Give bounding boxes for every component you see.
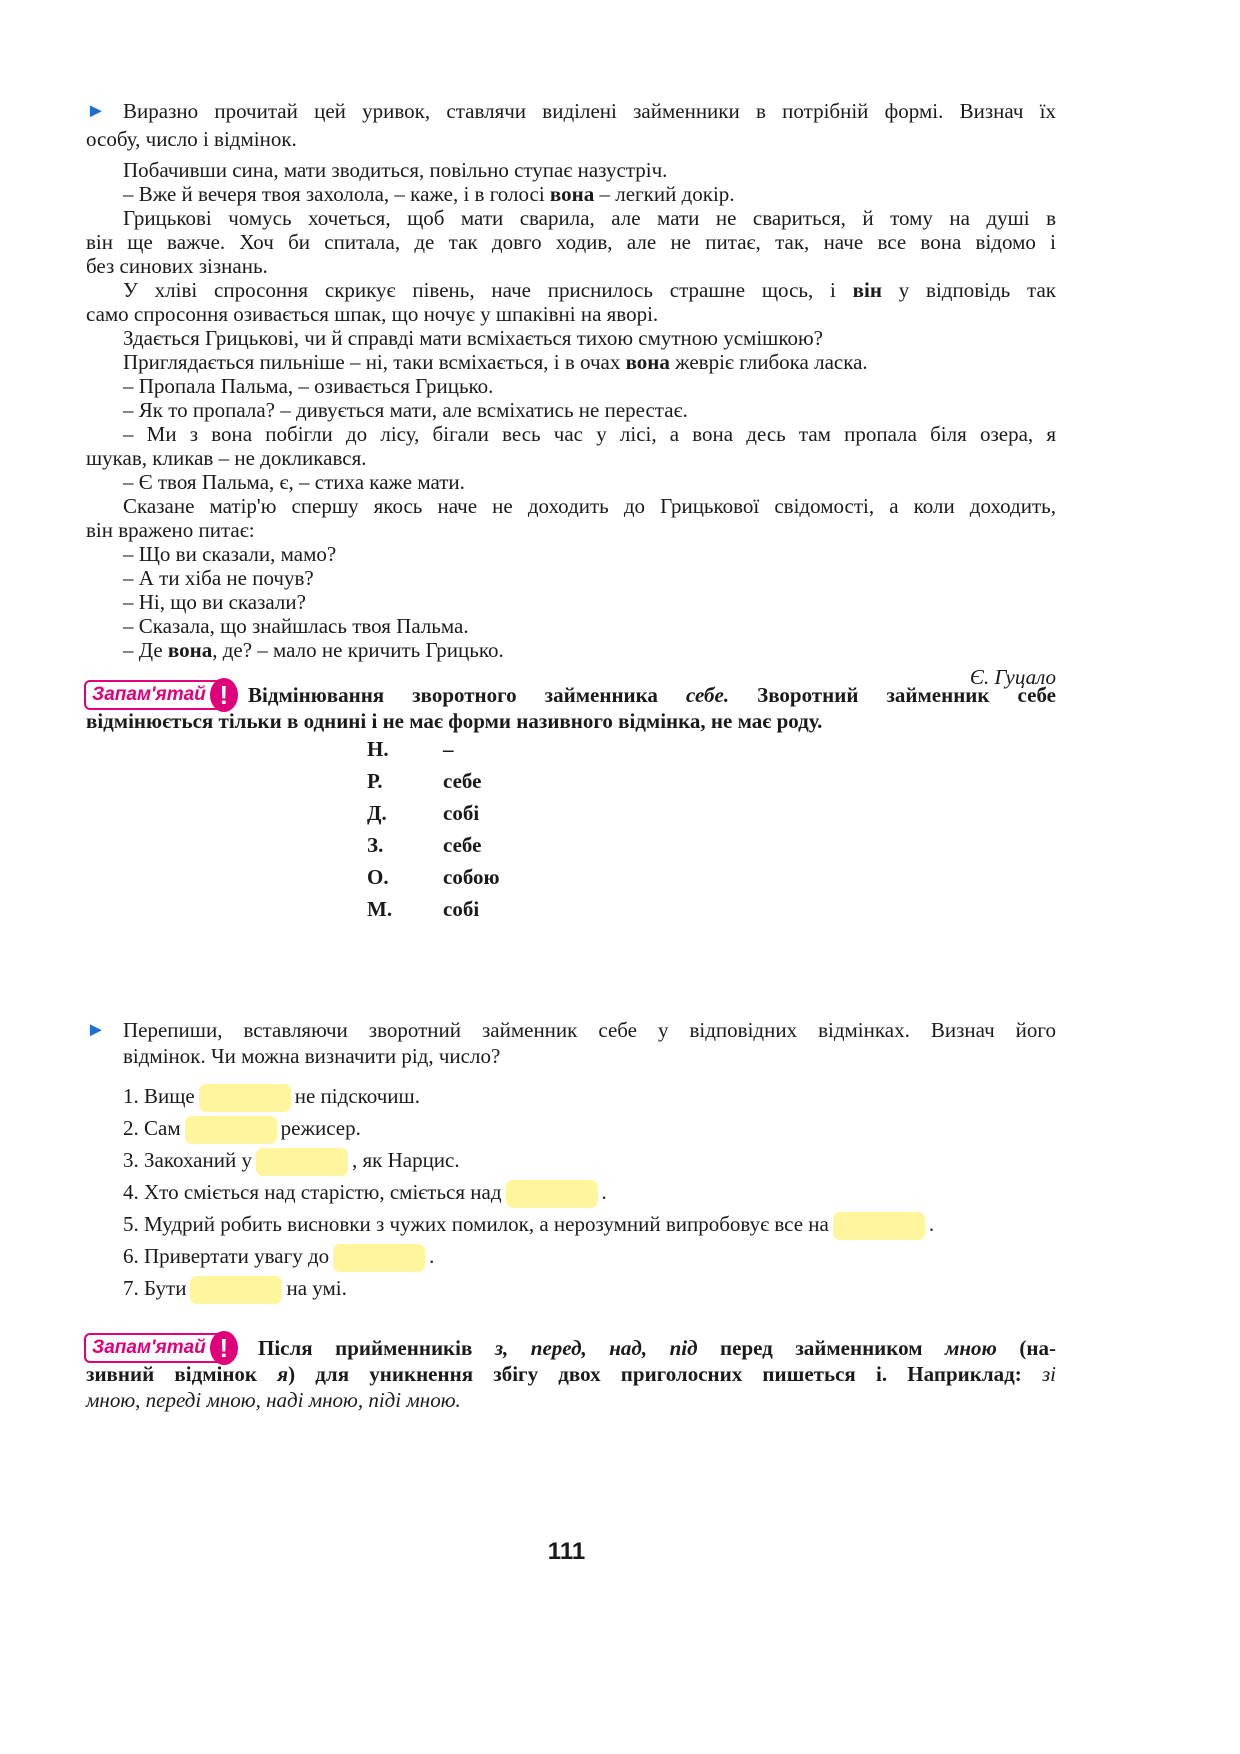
exercise-item <box>123 1211 1093 1240</box>
remember-badge <box>84 1333 234 1363</box>
excerpt-line: Грицькові чомусь хочеться, щоб мати сварила, але мати не свариться, й тому на душі в <box>123 206 1056 230</box>
excerpt-line: шукав, кликав – не докликався. <box>86 446 367 470</box>
text-span: зивний відмінок <box>86 1362 278 1386</box>
excerpt-author: Є. Гуцало <box>969 665 1056 689</box>
text-span: 5. Мудрий робить висновки з чужих помилок, а нерозумний випробовує все на <box>123 1212 829 1236</box>
text-span: з, перед, над, під <box>494 1336 698 1360</box>
text-span: у відповідь так <box>881 278 1056 302</box>
excerpt-line: він ще важче. Хоч би спитала, де так довго ходив, але не питає, так, наче все вона відомо і <box>86 230 1056 254</box>
text-span: 4. Хто сміється над старістю, сміється над <box>123 1180 502 1204</box>
text-span: – Вже й вечеря твоя захолола, – каже, і в голосі <box>123 182 550 206</box>
text-span: мною <box>945 1336 997 1360</box>
text-span: , як Нарцис. <box>351 1148 460 1172</box>
case-row <box>367 896 479 922</box>
text-span: . <box>601 1180 607 1204</box>
case-row <box>367 832 481 858</box>
answer-blank[interactable] <box>190 1276 282 1304</box>
example-text: зі <box>1041 1362 1056 1386</box>
case-form: собі <box>443 801 480 825</box>
excerpt-line <box>123 277 1056 303</box>
exercise-item <box>123 1083 1093 1112</box>
answer-blank[interactable] <box>333 1244 425 1272</box>
text-span: на умі. <box>286 1276 347 1300</box>
excerpt-line: Сказане матір'ю спершу якось наче не доходить до Грицькової свідомості, а коли доходить, <box>123 494 1056 518</box>
case-abbr: Р. <box>367 769 383 793</box>
exclamation-icon: ! <box>210 1331 238 1365</box>
excerpt-line <box>123 181 1056 207</box>
rule1-line1 <box>248 682 1056 708</box>
exercise-item <box>123 1115 1093 1144</box>
exercise-item <box>123 1275 1093 1304</box>
excerpt-line: – Як то пропала? – дивується мати, але всміхатись не перестає. <box>123 398 688 422</box>
case-abbr: Д. <box>367 801 387 825</box>
case-form: – <box>443 737 454 761</box>
text-span: Приглядається пильніше – ні, таки всміхається, і в очах <box>123 350 626 374</box>
excerpt-line: – Є твоя Пальма, є, – стиха каже мати. <box>123 470 465 494</box>
text-span: 1. Вище <box>123 1084 195 1108</box>
page-number: 111 <box>547 1538 586 1565</box>
answer-blank[interactable] <box>199 1084 291 1112</box>
text-span: режисер. <box>280 1116 361 1140</box>
case-form: собою <box>443 865 500 889</box>
text-span: я <box>277 1362 289 1386</box>
highlighted-pronoun: вона <box>549 182 595 206</box>
case-form: себе <box>443 769 482 793</box>
excerpt-line: без синових зізнань. <box>86 254 268 278</box>
case-form: себе <box>443 833 482 857</box>
text-span: У хліві спросоння скрикує півень, наче приснилось страшне щось, і <box>123 278 853 302</box>
excerpt-line: – Сказала, що знайшлась твоя Пальма. <box>123 614 469 638</box>
text-span: 2. Сам <box>123 1116 181 1140</box>
triangle-bullet-icon: ► <box>86 100 106 122</box>
excerpt-line: – Ми з вона побігли до лісу, бігали весь час у лісі, а вона десь там пропала біля озера, я <box>123 422 1056 446</box>
case-abbr: З. <box>367 833 384 857</box>
case-row <box>367 768 481 794</box>
excerpt-line: – Що ви сказали, мамо? <box>123 542 337 566</box>
case-form: собі <box>443 897 480 921</box>
remember-badge-label: Запам'ятай <box>92 684 206 705</box>
task2-instruction-line2: відмінок. Чи можна визначити рід, число? <box>123 1044 501 1068</box>
excerpt-line: – Пропала Пальма, – озивається Грицько. <box>123 374 494 398</box>
answer-blank[interactable] <box>185 1116 277 1144</box>
text-span: не підскочиш. <box>294 1084 420 1108</box>
case-abbr: Н. <box>367 737 389 761</box>
case-row <box>367 864 500 890</box>
text-span: – Де <box>123 638 168 662</box>
answer-blank[interactable] <box>256 1148 348 1176</box>
triangle-bullet-icon: ► <box>86 1019 106 1041</box>
text-span: 7. Бути <box>123 1276 187 1300</box>
task1-instruction-line2: особу, число і відмінок. <box>86 127 297 151</box>
excerpt-line: Здається Грицькові, чи й справді мати всміхається тихою смутною усмішкою? <box>123 326 823 350</box>
rule1-line2: відмінюється тільки в однині і не має форми називного відмінка, не має роду. <box>86 709 823 733</box>
case-abbr: О. <box>367 865 389 889</box>
remember-badge <box>84 680 234 710</box>
highlighted-pronoun: вона <box>167 638 213 662</box>
case-abbr: М. <box>367 897 393 921</box>
exercise-item <box>123 1179 1093 1208</box>
text-span: – легкий докір. <box>594 182 735 206</box>
rule2-line1 <box>258 1335 1056 1361</box>
text-span: . <box>928 1212 935 1236</box>
text-span: Після прийменників <box>258 1336 495 1360</box>
remember-badge-label: Запам'ятай <box>92 1337 206 1358</box>
text-span: себе. <box>685 683 730 707</box>
exclamation-icon: ! <box>210 678 238 712</box>
rule2-line2 <box>86 1361 1056 1387</box>
answer-blank[interactable] <box>506 1180 598 1208</box>
text-span: жевріє глибока ласка. <box>669 350 868 374</box>
text-span: 3. Закоханий у <box>123 1148 252 1172</box>
text-span: Відмінювання зворотного займенника <box>248 683 686 707</box>
excerpt-line <box>123 637 1056 663</box>
task2-instruction-line1: Перепиши, вставляючи зворотний займенник себе у відповідних відмінках. Визнач його <box>123 1018 1056 1042</box>
text-span: ) для уникнення збігу двох приголосних пишеться і. Наприклад: <box>288 1362 1042 1386</box>
exercise-item <box>123 1243 1093 1272</box>
exercise-item <box>123 1147 1093 1176</box>
case-row <box>367 736 454 762</box>
text-span: , де? – мало не кричить Грицько. <box>212 638 504 662</box>
highlighted-pronoun: вона <box>625 350 670 374</box>
text-span: 6. Привертати увагу до <box>123 1244 330 1268</box>
excerpt-line: само спросоння озивається шпак, що ночує у шпаківні на яворі. <box>86 302 659 326</box>
excerpt-line: – Ні, що ви сказали? <box>123 590 306 614</box>
highlighted-pronoun: він <box>852 278 882 302</box>
text-span: . <box>429 1244 435 1268</box>
excerpt-line: Побачивши сина, мати зводиться, повільно ступає назустріч. <box>123 158 668 182</box>
excerpt-line: – А ти хіба не почув? <box>123 566 314 590</box>
text-span: Зворотний займенник себе <box>729 683 1056 707</box>
text-span: (на- <box>996 1336 1056 1360</box>
text-span: перед займенником <box>697 1336 946 1360</box>
rule2-examples: мною, переді мною, наді мною, піді мною. <box>86 1388 461 1412</box>
task1-instruction-line1: Виразно прочитай цей уривок, ставлячи виділені займенники в потрібній формі. Визнач їх <box>123 99 1056 123</box>
excerpt-line <box>123 349 1056 375</box>
case-row <box>367 800 479 826</box>
answer-blank[interactable] <box>833 1212 925 1240</box>
excerpt-line: він вражено питає: <box>86 518 255 542</box>
